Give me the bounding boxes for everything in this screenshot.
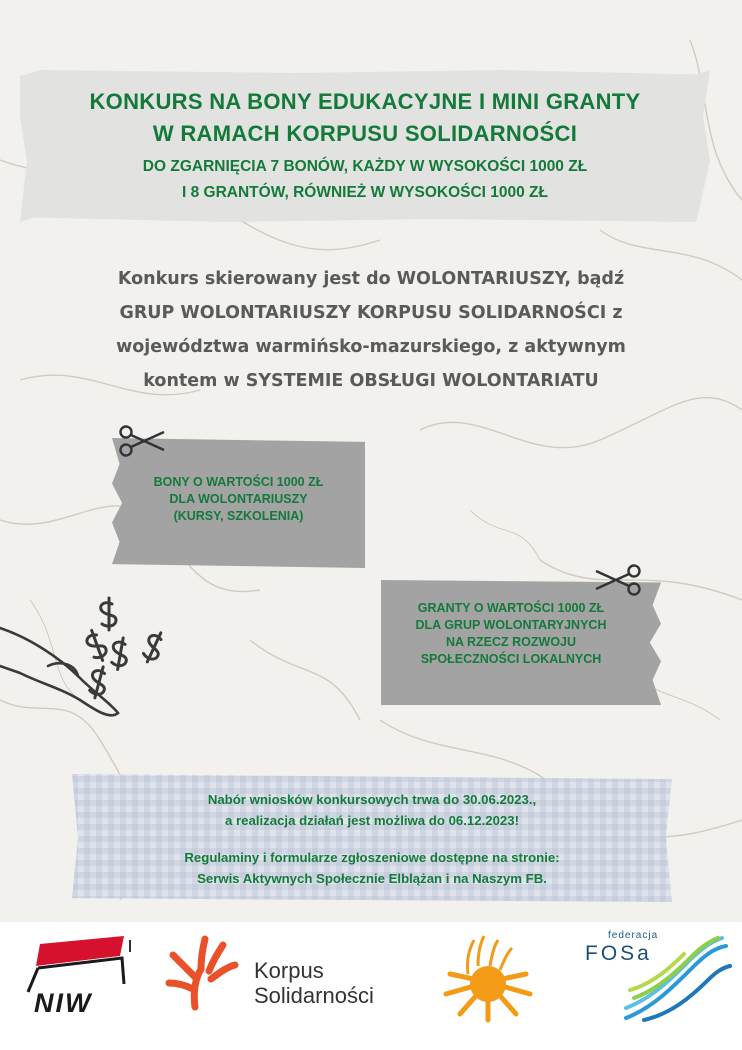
money-hand-illustration bbox=[0, 588, 200, 728]
fosa-waves-logo bbox=[582, 928, 732, 1028]
divider bbox=[129, 940, 131, 952]
subtitle-line-1: DO ZGARNIĘCIA 7 BONÓW, KAŻDY W WYSOKOŚCI 1000 ZŁ bbox=[142, 158, 588, 175]
info-line-1: Nabór wniosków konkursowych trwa do 30.06.2023., bbox=[207, 792, 537, 807]
title-banner-text bbox=[20, 86, 710, 206]
sun-hand-logo bbox=[440, 934, 536, 1026]
grants-line-2: DLA GRUP WOLONTARYJNYCH bbox=[415, 618, 607, 632]
dollar-icon bbox=[140, 629, 167, 664]
niw-logo-text: NIW bbox=[34, 988, 93, 1018]
title-line-1: KONKURS NA BONY EDUKACYJNE I MINI GRANTY bbox=[89, 89, 641, 114]
scissors-icon bbox=[594, 563, 642, 597]
niw-flag-logo bbox=[22, 936, 132, 996]
grants-line-3: NA RZECZ ROZWOJU bbox=[445, 635, 577, 649]
fosa-logo-small-text: federacja bbox=[608, 930, 659, 941]
grants-line-4: SPOŁECZNOŚCI LOKALNYCH bbox=[420, 652, 602, 666]
korpus-line-1: Korpus bbox=[254, 958, 324, 983]
intro-line-3: województwa warmińsko-mazurskiego, z aktywnym bbox=[116, 337, 626, 357]
grants-text bbox=[381, 600, 641, 668]
intro-line-1: Konkurs skierowany jest do WOLONTARIUSZY, bądź bbox=[117, 269, 625, 289]
vouchers-line-3: (KURSY, SZKOLENIA) bbox=[173, 509, 304, 523]
vouchers-line-2: DLA WOLONTARIUSZY bbox=[169, 492, 308, 506]
info-line-4: Serwis Aktywnych Społecznie Elblążan i na Naszym FB. bbox=[197, 871, 547, 886]
grants-line-1: GRANTY O WARTOŚCI 1000 ZŁ bbox=[417, 601, 605, 615]
subtitle-line-2: I 8 GRANTÓW, RÓWNIEŻ W WYSOKOŚCI 1000 ZŁ bbox=[182, 184, 548, 201]
korpus-hand-logo bbox=[165, 935, 245, 1015]
intro-line-4: kontem w SYSTEMIE OBSŁUGI WOLONTARIATU bbox=[143, 371, 599, 391]
scissors-icon bbox=[118, 424, 166, 458]
dollar-icon bbox=[101, 598, 116, 630]
fosa-logo-text: FOSa bbox=[585, 942, 652, 965]
dollar-icon bbox=[87, 665, 110, 700]
title-line-2: W RAMACH KORPUSU SOLIDARNOŚCI bbox=[152, 121, 578, 146]
korpus-logo-text bbox=[254, 958, 374, 1008]
vouchers-line-1: BONY O WARTOŚCI 1000 ZŁ bbox=[153, 475, 324, 489]
intro-paragraph bbox=[60, 262, 682, 398]
dollar-icon bbox=[109, 637, 130, 671]
dollar-icon bbox=[84, 628, 109, 663]
intro-line-2: GRUP WOLONTARIUSZY KORPUSU SOLIDARNOŚCI z bbox=[119, 303, 623, 323]
vouchers-text bbox=[112, 474, 365, 525]
info-text bbox=[72, 789, 672, 889]
korpus-line-2: Solidarności bbox=[254, 983, 374, 1008]
info-line-3: Regulaminy i formularze zgłoszeniowe dostępne na stronie: bbox=[184, 850, 560, 865]
info-line-2: a realizacja działań jest możliwa do 06.12.2023! bbox=[225, 813, 519, 828]
